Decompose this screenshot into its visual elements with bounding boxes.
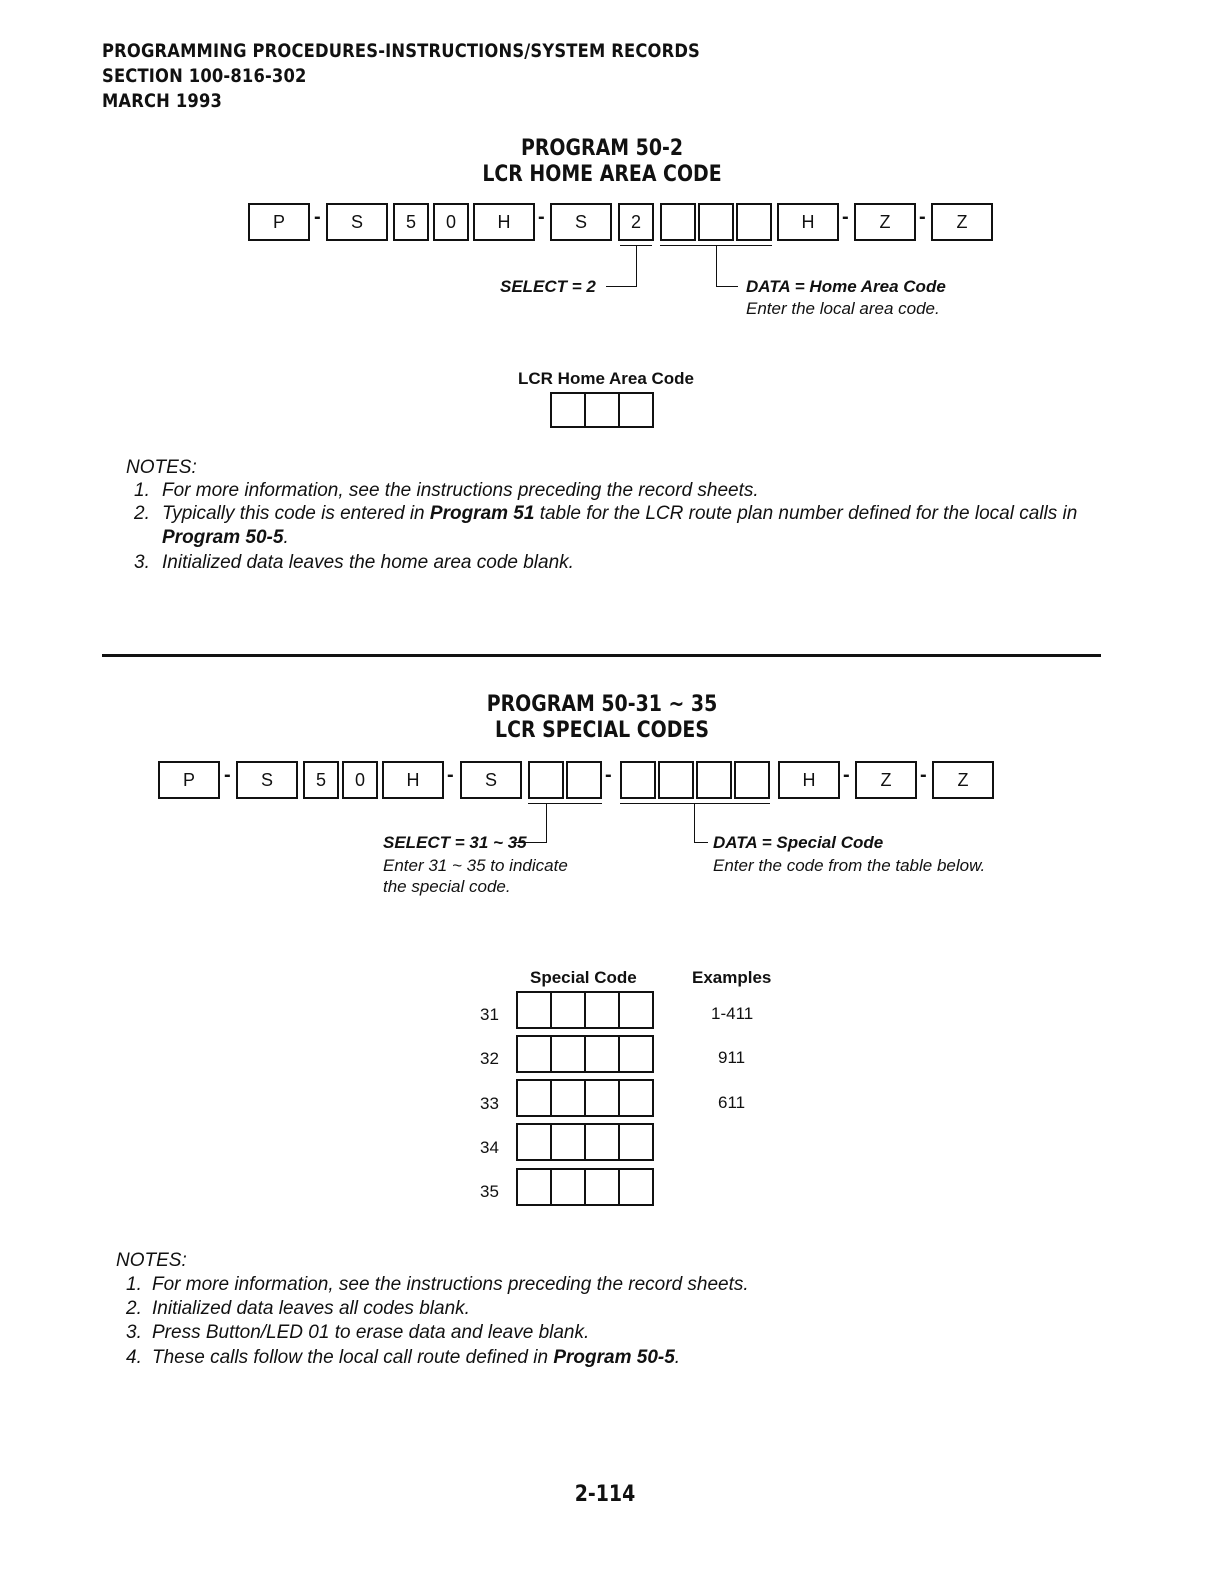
key-z: Z xyxy=(932,761,994,799)
key-h: H xyxy=(777,203,839,241)
program2-data-label: DATA = Special Code xyxy=(713,833,884,852)
program1-notes-title: NOTES: xyxy=(126,457,197,478)
record-cell xyxy=(516,1079,552,1117)
program2-select-label: SELECT = 31 ~ 35 xyxy=(383,833,527,852)
record-cell xyxy=(516,991,552,1029)
table-header-special-code: Special Code xyxy=(530,968,637,987)
select-underline xyxy=(528,803,602,804)
record-cell xyxy=(618,991,654,1029)
key-0: 0 xyxy=(433,203,469,241)
record-cell xyxy=(618,1168,654,1206)
key-5: 5 xyxy=(303,761,339,799)
program2-select-desc: the special code. xyxy=(383,877,511,896)
program2-select-desc: Enter 31 ~ 35 to indicate xyxy=(383,856,568,875)
record-cell xyxy=(516,1123,552,1161)
program2-title: PROGRAM 50-31 ~ 35 xyxy=(486,692,718,717)
key-select-2: 2 xyxy=(618,203,654,241)
dash: - xyxy=(538,206,545,228)
key-s: S xyxy=(550,203,612,241)
key-z: Z xyxy=(931,203,993,241)
dash: - xyxy=(224,764,231,786)
table-row-number: 32 xyxy=(480,1049,499,1068)
record-cell xyxy=(550,1079,586,1117)
program2-note-num: 2. xyxy=(126,1298,142,1319)
dash: - xyxy=(843,764,850,786)
key-data-3 xyxy=(736,203,772,241)
record-cell xyxy=(584,392,620,428)
key-data-1 xyxy=(660,203,696,241)
record-cell xyxy=(550,991,586,1029)
key-0: 0 xyxy=(342,761,378,799)
header-line-2: SECTION 100-816-302 xyxy=(102,65,307,87)
dash: - xyxy=(605,764,612,786)
key-data-3 xyxy=(696,761,732,799)
table-row-number: 34 xyxy=(480,1138,499,1157)
key-h: H xyxy=(778,761,840,799)
record-cell xyxy=(584,991,620,1029)
table-row-number: 31 xyxy=(480,1005,499,1024)
select-leader xyxy=(606,286,637,287)
select-leader xyxy=(546,803,547,843)
key-h: H xyxy=(473,203,535,241)
dash: - xyxy=(842,206,849,228)
data-leader xyxy=(716,286,738,287)
key-p: P xyxy=(158,761,220,799)
program2-note-num: 3. xyxy=(126,1322,142,1343)
program1-data-desc: Enter the local area code. xyxy=(746,299,940,318)
header-line-3: MARCH 1993 xyxy=(102,90,223,112)
program2-note-text: For more information, see the instructions preceding the record sheets. xyxy=(152,1274,749,1295)
key-z: Z xyxy=(855,761,917,799)
record-cell xyxy=(550,1035,586,1073)
program2-data-desc: Enter the code from the table below. xyxy=(713,856,986,875)
program2-note-text: Initialized data leaves all codes blank. xyxy=(152,1298,470,1319)
program1-subtitle: LCR HOME AREA CODE xyxy=(482,162,722,187)
program1-record-title: LCR Home Area Code xyxy=(518,369,695,388)
key-z: Z xyxy=(854,203,916,241)
key-h: H xyxy=(382,761,444,799)
dash: - xyxy=(314,206,321,228)
program1-select-label: SELECT = 2 xyxy=(500,277,596,296)
record-cell xyxy=(618,1035,654,1073)
section-divider xyxy=(102,654,1101,657)
key-data-2 xyxy=(658,761,694,799)
program1-note-text: Typically this code is entered in Program 51 table for the LCR route plan number defined for the local calls in Program 50-5. xyxy=(162,503,1078,548)
record-cell xyxy=(618,1123,654,1161)
program2-note-num: 1. xyxy=(126,1274,142,1295)
table-row-example: 611 xyxy=(718,1093,746,1112)
program1-data-label: DATA = Home Area Code xyxy=(746,277,946,296)
record-cell xyxy=(584,1168,620,1206)
key-s: S xyxy=(236,761,298,799)
header-line-1: PROGRAMMING PROCEDURES-INSTRUCTIONS/SYSTEM RECORDS xyxy=(102,40,701,62)
key-5: 5 xyxy=(393,203,429,241)
dash: - xyxy=(447,764,454,786)
record-cell xyxy=(516,1168,552,1206)
key-p: P xyxy=(248,203,310,241)
program2-notes-title: NOTES: xyxy=(116,1250,187,1271)
key-select-1 xyxy=(528,761,564,799)
data-underline xyxy=(620,803,770,804)
dash: - xyxy=(919,206,926,228)
record-cell xyxy=(618,1079,654,1117)
record-cell xyxy=(584,1035,620,1073)
program2-note-text: These calls follow the local call route defined in Program 50-5. xyxy=(152,1347,681,1368)
key-data-1 xyxy=(620,761,656,799)
record-cell xyxy=(516,1035,552,1073)
page-number: 2-114 xyxy=(574,1482,636,1507)
key-data-4 xyxy=(734,761,770,799)
data-leader xyxy=(716,245,717,287)
record-cell xyxy=(584,1079,620,1117)
program1-note-num: 1. xyxy=(134,480,150,501)
program2-subtitle: LCR SPECIAL CODES xyxy=(495,718,709,743)
dash: - xyxy=(920,764,927,786)
record-cell xyxy=(550,392,586,428)
table-row-example: 1-411 xyxy=(711,1004,754,1023)
table-header-examples: Examples xyxy=(692,968,772,987)
data-leader xyxy=(694,842,708,843)
record-cell xyxy=(584,1123,620,1161)
program2-note-num: 4. xyxy=(126,1347,142,1368)
record-cell xyxy=(550,1168,586,1206)
program1-title: PROGRAM 50-2 xyxy=(520,136,684,161)
key-s: S xyxy=(460,761,522,799)
program1-note-num: 3. xyxy=(134,552,150,573)
program1-note-text: For more information, see the instructions preceding the record sheets. xyxy=(162,480,759,501)
record-cell xyxy=(550,1123,586,1161)
program1-note-text: Initialized data leaves the home area code blank. xyxy=(162,552,574,573)
program2-note-text: Press Button/LED 01 to erase data and leave blank. xyxy=(152,1322,590,1343)
select-leader xyxy=(636,245,637,287)
table-row-number: 35 xyxy=(480,1182,499,1201)
table-row-example: 911 xyxy=(718,1048,746,1067)
key-s: S xyxy=(326,203,388,241)
program1-note-num: 2. xyxy=(134,503,150,524)
data-leader xyxy=(694,803,695,843)
key-select-2 xyxy=(566,761,602,799)
table-row-number: 33 xyxy=(480,1094,499,1113)
record-cell xyxy=(618,392,654,428)
key-data-2 xyxy=(698,203,734,241)
